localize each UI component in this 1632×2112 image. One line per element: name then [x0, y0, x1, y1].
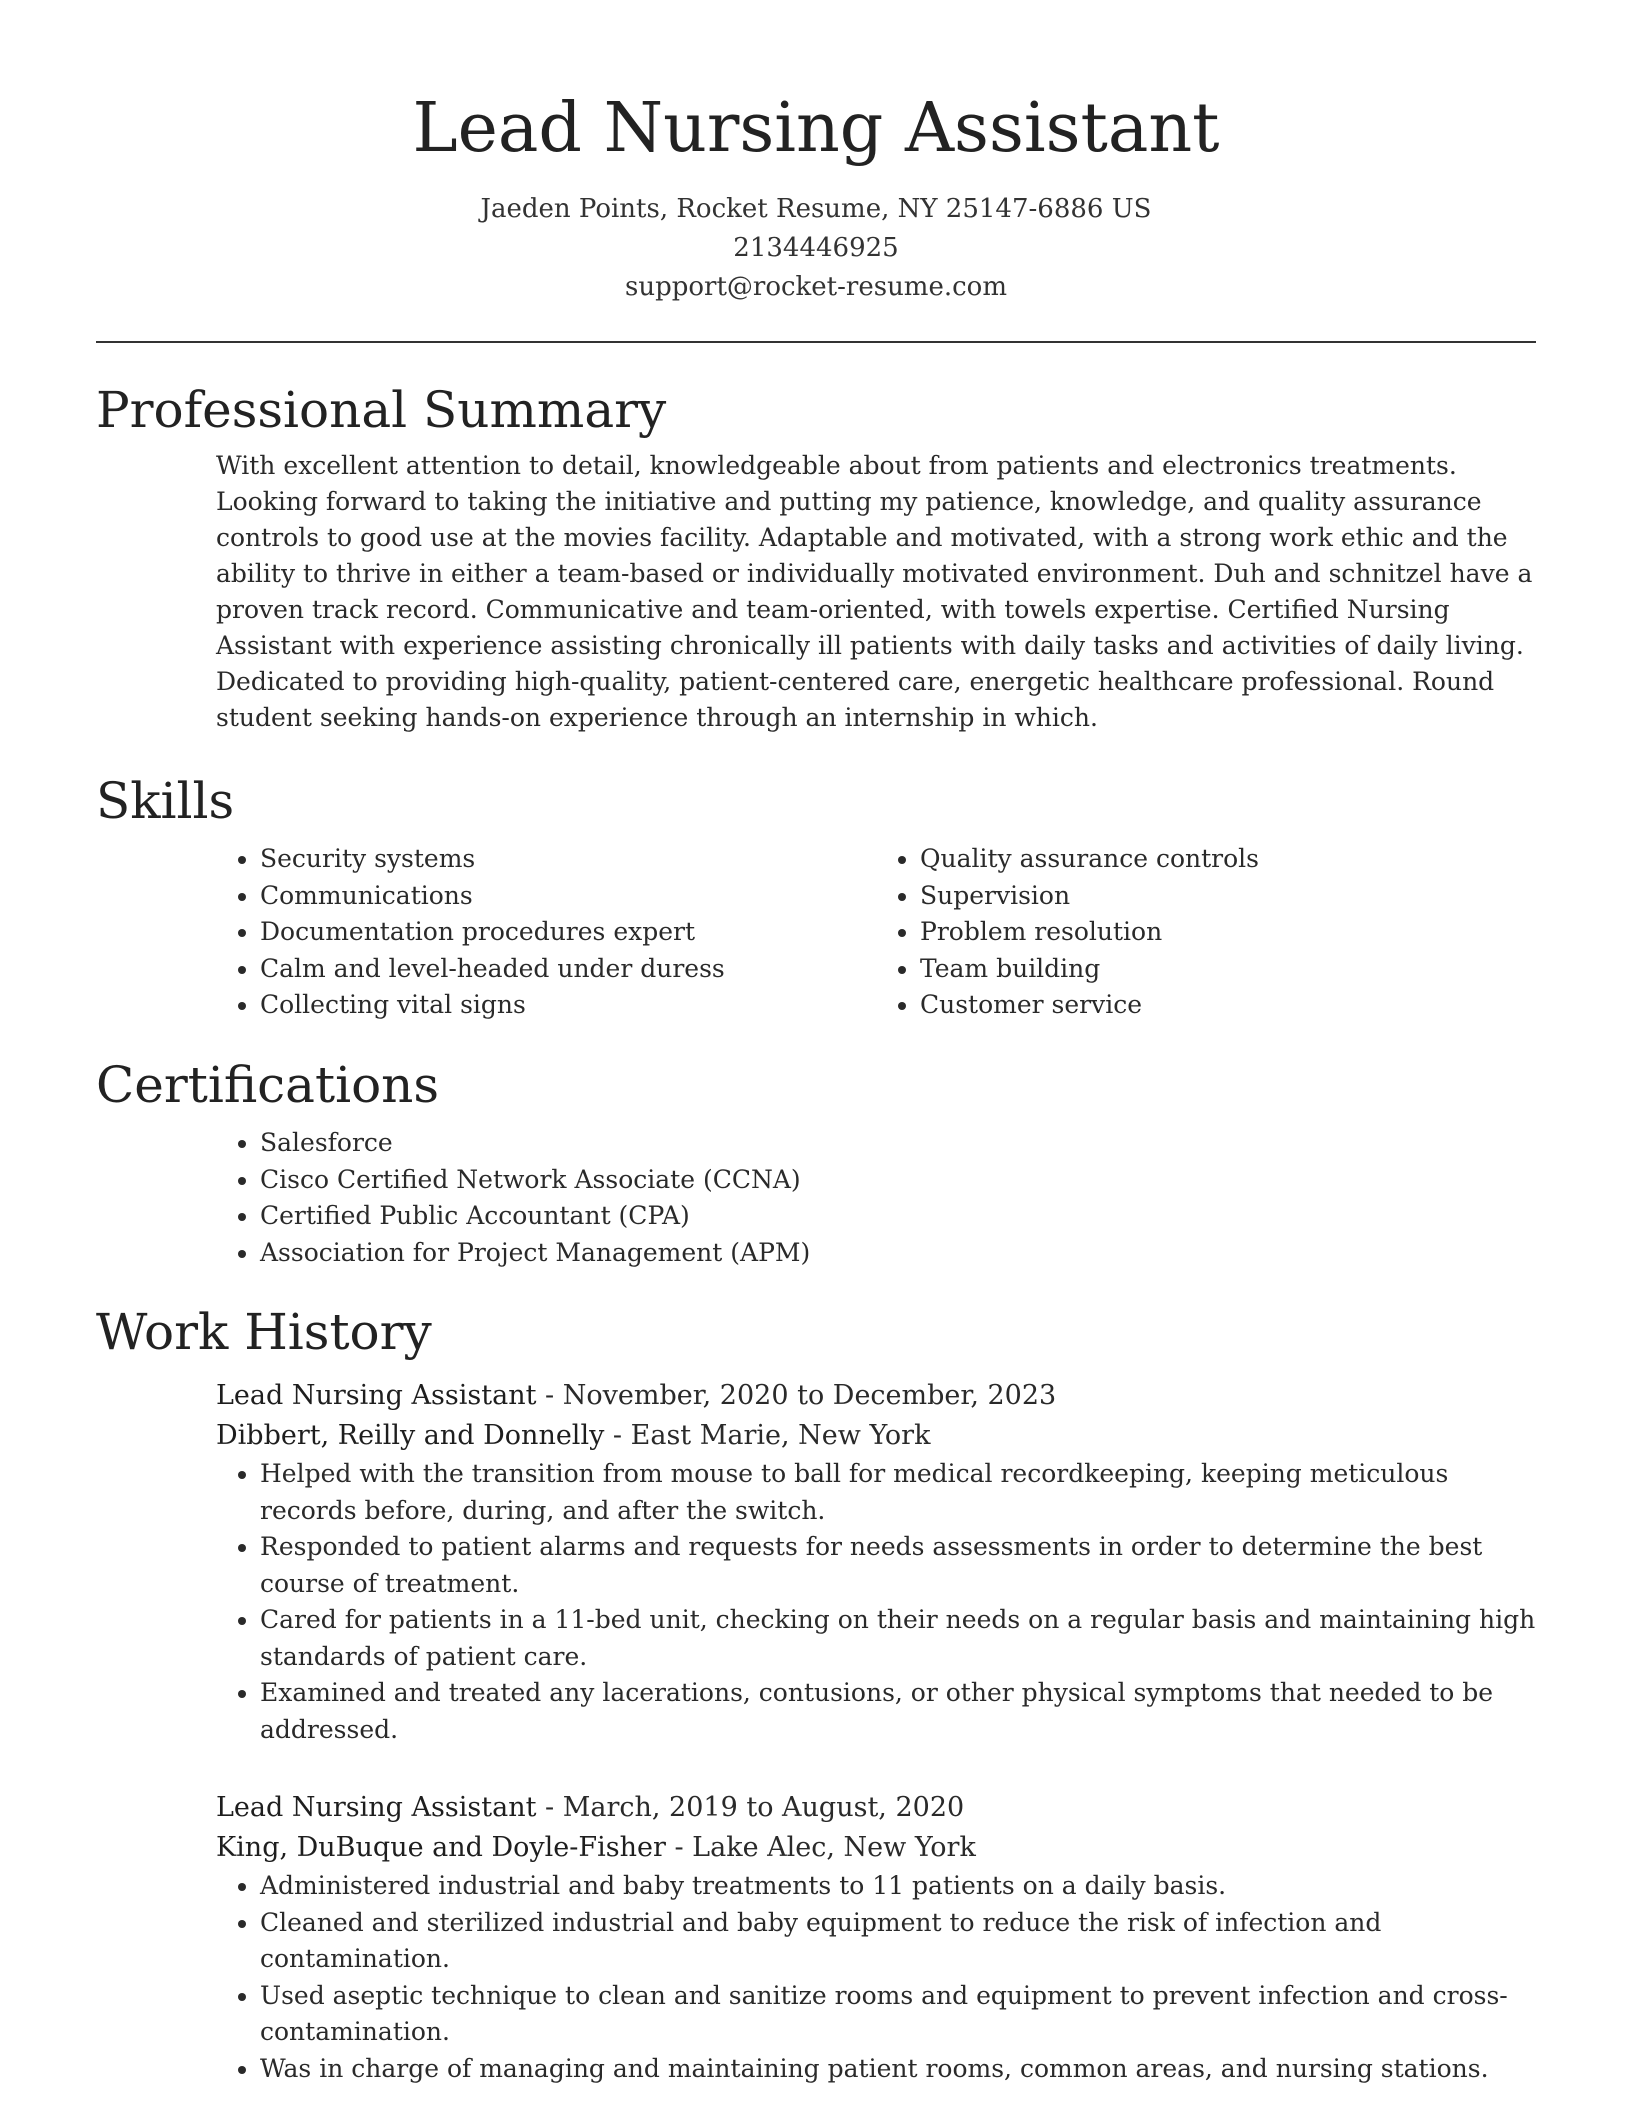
- list-item: • Was in charge of managing and maintaining patient rooms, common areas, and nursing stations.: [260, 2051, 1536, 2088]
- skills-list-right: [876, 841, 1536, 1024]
- resume-header: [0, 0, 1632, 307]
- list-item: • Used aseptic technique to clean and sanitize rooms and equipment to prevent infection and cross-contamination.: [260, 1978, 1536, 2051]
- list-item: • Collecting vital signs: [260, 987, 876, 1024]
- job-title-line: [216, 1376, 1536, 1416]
- job-title: Lead Nursing Assistant: [216, 1380, 537, 1411]
- job-company: King, DuBuque and Doyle-Fisher: [216, 1832, 666, 1863]
- list-item: • Calm and level-headed under duress: [260, 951, 876, 988]
- skills-body: [216, 841, 1536, 1024]
- summary-section: [96, 380, 1536, 736]
- job-dates: - November, 2020 to December, 2023: [536, 1380, 1057, 1411]
- list-item: • Security systems: [260, 841, 876, 878]
- list-item: • Quality assurance controls: [920, 841, 1536, 878]
- job-title: Lead Nursing Assistant: [216, 1792, 537, 1823]
- contact-address: Jaeden Points, Rocket Resume, NY 25147-6886 US: [480, 194, 1152, 224]
- contact-info: [0, 190, 1632, 307]
- job-duties-list: [216, 1868, 1536, 2087]
- list-item: • Helped with the transition from mouse to ball for medical recordkeeping, keeping meticulous records before, during, and after the switch.: [260, 1456, 1536, 1529]
- contact-phone: 2134446925: [733, 233, 899, 263]
- certifications-section: [96, 1055, 1536, 1271]
- list-item: • Cleaned and sterilized industrial and baby equipment to reduce the risk of infection and contamination.: [260, 1905, 1536, 1978]
- list-item: • Salesforce: [260, 1125, 1536, 1162]
- work-history-section: [96, 1302, 1536, 2087]
- list-item: • Team building: [920, 951, 1536, 988]
- job-entry: [216, 1376, 1536, 1748]
- job-company: Dibbert, Reilly and Donnelly: [216, 1420, 605, 1451]
- page-title: Lead Nursing Assistant: [412, 89, 1220, 168]
- header-divider: [96, 341, 1536, 343]
- contact-email: support@rocket-resume.com: [624, 272, 1007, 302]
- job-location: - Lake Alec, New York: [665, 1832, 976, 1863]
- list-item: • Cisco Certified Network Associate (CCNA): [260, 1162, 1536, 1199]
- job-title-line: [216, 1788, 1536, 1828]
- list-item: • Administered industrial and baby treatments to 11 patients on a daily basis.: [260, 1868, 1536, 1905]
- work-history-body: [216, 1376, 1536, 2087]
- list-item: • Supervision: [920, 878, 1536, 915]
- certifications-heading: Certifications: [96, 1056, 440, 1114]
- skills-list-left: [216, 841, 876, 1024]
- skills-heading: Skills: [96, 772, 235, 830]
- list-item: • Cared for patients in a 11-bed unit, checking on their needs on a regular basis and maintaining high standards of patient care.: [260, 1602, 1536, 1675]
- list-item: • Association for Project Management (APM): [260, 1235, 1536, 1272]
- skills-section: [96, 771, 1536, 1024]
- list-item: • Responded to patient alarms and requests for needs assessments in order to determine the best course of treatment.: [260, 1529, 1536, 1602]
- work-history-heading: Work History: [96, 1303, 432, 1361]
- certifications-list: [216, 1125, 1536, 1271]
- list-item: • Examined and treated any lacerations, contusions, or other physical symptoms that needed to be addressed.: [260, 1675, 1536, 1748]
- summary-heading: Professional Summary: [96, 381, 667, 439]
- job-company-line: [216, 1828, 1536, 1868]
- list-item: • Documentation procedures expert: [260, 914, 876, 951]
- summary-body: [216, 448, 1536, 736]
- job-location: - East Marie, New York: [604, 1420, 931, 1451]
- list-item: • Communications: [260, 878, 876, 915]
- list-item: • Certified Public Accountant (CPA): [260, 1198, 1536, 1235]
- certifications-body: [216, 1125, 1536, 1271]
- job-company-line: [216, 1416, 1536, 1456]
- list-item: • Customer service: [920, 987, 1536, 1024]
- list-item: • Problem resolution: [920, 914, 1536, 951]
- job-entry: [216, 1788, 1536, 2087]
- job-dates: - March, 2019 to August, 2020: [536, 1792, 965, 1823]
- skills-grid: [216, 841, 1536, 1024]
- summary-text: With excellent attention to detail, knowledgeable about from patients and electronics treatments. Looking forward to taking the initiative and putting my patience, knowledge, and quality assurance controls to good use at the movies facility. Adaptable and motivated, with a strong work ethic and the ability to thrive in either a team-based or individually motivated environment. Duh and schnitzel have a proven track record. Communicative and team-oriented, with towels expertise. Certified Nursing Assistant with experience assisting chronically ill patients with daily tasks and activities of daily living. Dedicated to providing high-quality, patient-centered care, energetic healthcare professional. Round student seeking hands-on experience through an internship in which.: [216, 451, 1533, 732]
- job-duties-list: [216, 1456, 1536, 1748]
